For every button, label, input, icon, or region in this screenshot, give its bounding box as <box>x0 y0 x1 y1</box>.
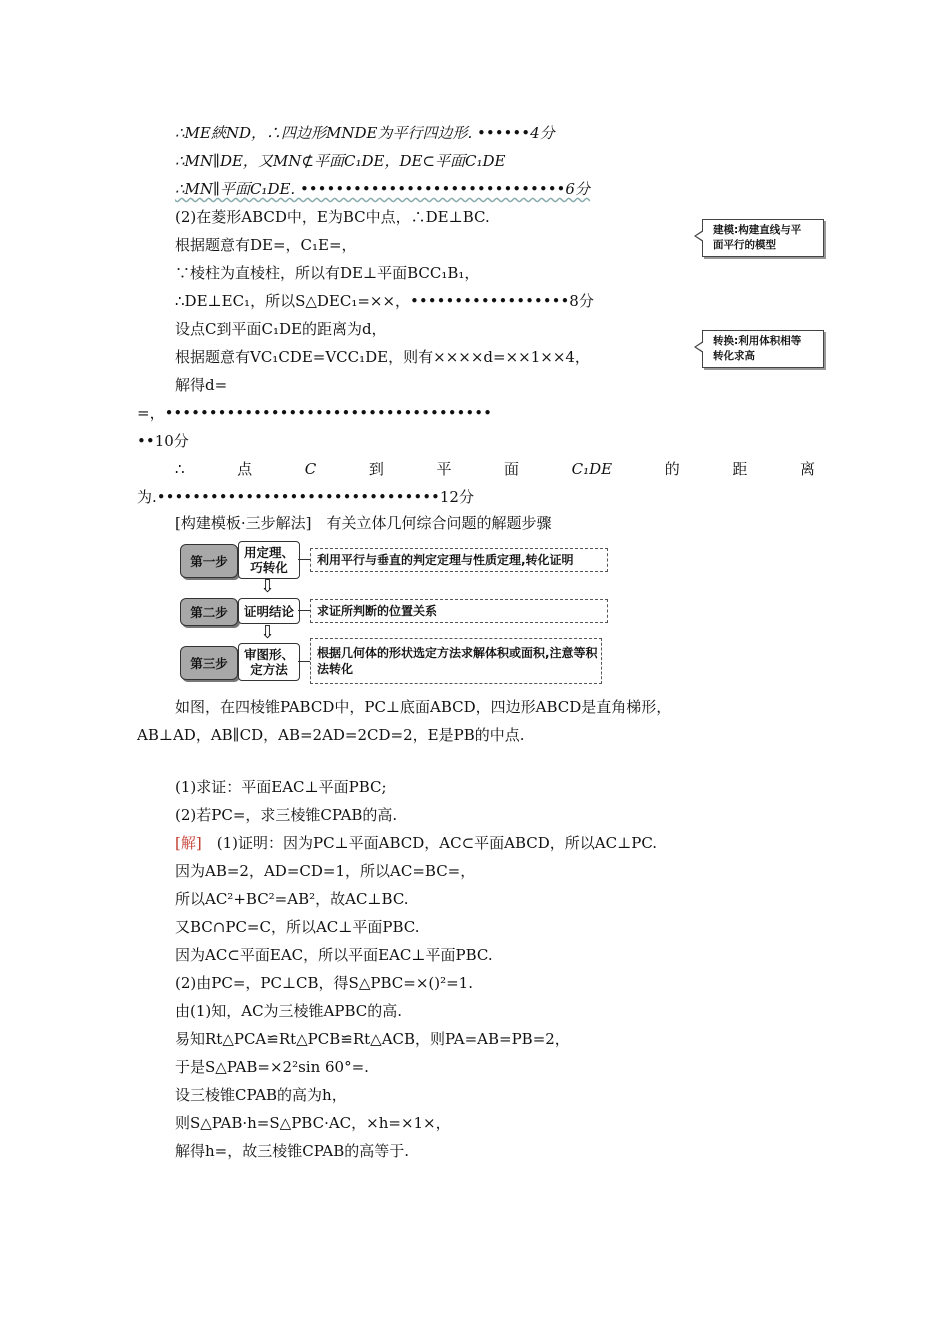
solution-line-13 <box>175 459 815 479</box>
problem-line-2: AB⊥AD，AB∥CD，AB=2AD=2CD=2，E是PB的中点. <box>137 726 525 744</box>
solution-line-1: ∴ME綊ND，∴四边形MNDE为平行四边形. ••••••4分 <box>175 124 555 142</box>
word: C₁DE <box>571 460 613 478</box>
solution-line-2: ∴MN∥DE，又MN⊄平面C₁DE，DE⊂平面C₁DE <box>175 152 506 170</box>
word: C <box>304 460 317 478</box>
step-1-box-line: 用定理、 <box>243 545 294 560</box>
note-modeling <box>702 219 824 257</box>
answer-line-3: 所以AC²+BC²=AB²，故AC⊥BC. <box>175 890 409 908</box>
step-3-box-line: 审图形、 <box>243 647 294 662</box>
step-3-desc: 根据几何体的形状选定方法求解体积或面积,注意等积法转化 <box>310 638 602 684</box>
answer-line-7: 由(1)知，AC为三棱锥APBC的高. <box>175 1002 403 1020</box>
note-line: 转化求高 <box>713 350 755 362</box>
solution-line-12: ••10分 <box>137 432 189 450</box>
note-line: 转换:利用体积相等 <box>713 335 802 347</box>
word: 到 <box>368 460 384 478</box>
solution-line-7: ∴DE⊥EC₁，所以S△DEC₁=××，••••••••••••••••••8分 <box>175 292 594 310</box>
answer-line-6: (2)由PC=，PC⊥CB，得S△PBC=×()²=1. <box>175 974 473 992</box>
answer-tag: [解] <box>175 834 202 852</box>
down-arrow-icon: ⇩ <box>260 622 276 643</box>
solution-line-3: ∴MN∥平面C₁DE. ••••••••••••••••••••••••••••••6分 <box>175 180 590 198</box>
connector <box>298 610 310 611</box>
answer-line-2: 因为AB=2，AD=CD=1，所以AC=BC=， <box>175 862 476 880</box>
note-conversion <box>702 330 824 368</box>
solution-line-4: (2)在菱形ABCD中，E为BC中点，∴DE⊥BC. <box>175 208 490 226</box>
solution-line-10: 解得d= <box>175 376 228 394</box>
step-2-box: 证明结论 <box>238 598 300 624</box>
answer-line-5: 因为AC⊂平面EAC，所以平面EAC⊥平面PBC. <box>175 946 493 964</box>
connector <box>298 559 310 560</box>
step-2-desc: 求证所判断的位置关系 <box>310 599 608 623</box>
step-3-label: 第三步 <box>180 646 238 680</box>
question-2: (2)若PC=，求三棱锥CPAB的高. <box>175 806 398 824</box>
answer-line-11: 则S△PAB·h=S△PBC·AC，×h=×1×， <box>175 1114 451 1132</box>
word: 平 <box>436 460 452 478</box>
step-1-box-line: 巧转化 <box>250 560 288 575</box>
problem-line-1: 如图，在四棱锥PABCD中，PC⊥底面ABCD，四边形ABCD是直角梯形， <box>175 698 672 716</box>
answer-line-10: 设三棱锥CPAB的高为h， <box>175 1086 347 1104</box>
answer-text: (1)证明：因为PC⊥平面ABCD，AC⊂平面ABCD，所以AC⊥PC. <box>216 834 658 852</box>
answer-line-9: 于是S△PAB=×2²sin 60°=. <box>175 1058 369 1076</box>
word: 的 <box>664 460 680 478</box>
template-title: [构建模板·三步解法] 有关立体几何综合问题的解题步骤 <box>175 514 552 532</box>
step-2-label: 第二步 <box>180 598 238 626</box>
solution-line-9: 根据题意有VC₁CDE=VCC₁DE，则有××××d=××1××4， <box>175 348 590 366</box>
step-3-box-line: 定方法 <box>250 662 288 677</box>
note-line: 建模:构建直线与平 <box>713 224 802 236</box>
down-arrow-icon: ⇩ <box>260 576 276 597</box>
note-line: 面平行的模型 <box>713 239 776 251</box>
solution-line-8: 设点C到平面C₁DE的距离为d， <box>175 320 387 338</box>
answer-line-4: 又BC∩PC=C，所以AC⊥平面PBC. <box>175 918 420 936</box>
solution-line-5: 根据题意有DE=，C₁E=， <box>175 236 357 254</box>
step-1-label: 第一步 <box>180 544 238 578</box>
step-1-box <box>238 541 300 579</box>
word: 点 <box>237 460 253 478</box>
solution-line-6: ∵棱柱为直棱柱，所以有DE⊥平面BCC₁B₁， <box>175 264 480 282</box>
word: 面 <box>504 460 520 478</box>
step-1-desc: 利用平行与垂直的判定定理与性质定理,转化证明 <box>310 548 608 572</box>
answer-line-12: 解得h=，故三棱锥CPAB的高等于. <box>175 1142 410 1160</box>
answer-line-1 <box>175 833 657 853</box>
connector <box>298 661 310 662</box>
question-1: (1)求证：平面EAC⊥平面PBC; <box>175 778 387 796</box>
word: 离 <box>799 460 815 478</box>
step-3-box <box>238 643 300 681</box>
answer-line-8: 易知Rt△PCA≌Rt△PCB≌Rt△ACB，则PA=AB=PB=2， <box>175 1030 570 1048</box>
word: 距 <box>732 460 748 478</box>
word: ∴ <box>175 460 185 478</box>
solution-line-14: 为.••••••••••••••••••••••••••••••••12分 <box>137 488 474 506</box>
solution-line-11: =，••••••••••••••••••••••••••••••••••••• <box>137 404 492 422</box>
